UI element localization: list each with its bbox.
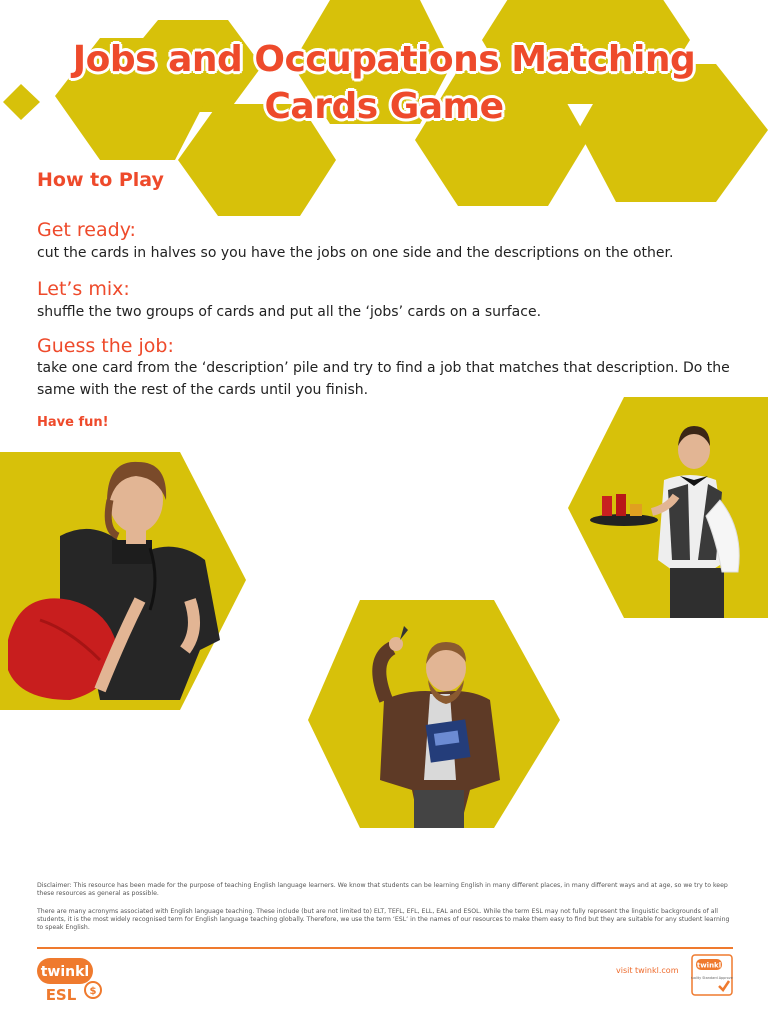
footer-divider (37, 947, 733, 949)
visit-twinkl-link[interactable]: visit twinkl.com (616, 966, 679, 975)
step-text-get-ready: cut the cards in halves so you have the jobs on one side and the descriptions on the other. (37, 245, 674, 261)
acronyms-paragraph: There are many acronyms associated with English language teaching. These include (but are not limited to) ELT, TEFL, EFL, ELL, EAL and ESOL. While the term ESL may not fully represent the linguistic backgrounds of all students, it is the most widely recognised term for English language teaching globally. Therefore, we use the term ‘ESL’ in the names of our resources to make them easy to find but they are suitable for any student learning to speak English. (37, 908, 730, 931)
step-heading-get-ready: Get ready: (37, 219, 136, 241)
badge-word: twinkl (696, 961, 722, 970)
page-title-line-2: Cards Game (264, 86, 504, 127)
how-to-play-heading: How to Play (37, 169, 164, 191)
page-title-line-1: Jobs and Occupations Matching (72, 39, 696, 80)
twinkl-logo-icon (37, 954, 117, 1004)
step-heading-guess-the-job: Guess the job: (37, 335, 174, 357)
step-text-lets-mix: shuffle the two groups of cards and put all the ‘jobs’ cards on a surface. (37, 304, 542, 320)
logo-word: twinkl (40, 964, 90, 980)
page-title (0, 36, 768, 130)
badge-caption: Quality Standard Approved (691, 976, 733, 980)
disclaimer-paragraph: Disclaimer: This resource has been made for the purpose of teaching English language learners. We know that students can be learning English in many different places, in many different ways and at age, so we try to keep these resources as general as possible. (37, 882, 728, 897)
have-fun-text: Have fun! (37, 415, 109, 430)
quality-standard-badge (691, 954, 733, 996)
quality-badge-icon (691, 954, 733, 996)
step-text-guess-the-job: take one card from the ‘description’ pile and try to find a job that matches that description. Do the same with the rest of the cards until you finish. (37, 360, 730, 398)
twinkl-esl-logo[interactable] (37, 954, 117, 1004)
step-heading-lets-mix: Let’s mix: (37, 278, 130, 300)
logo-sub: ESL (45, 986, 77, 1004)
svg-text:$: $ (89, 986, 97, 997)
